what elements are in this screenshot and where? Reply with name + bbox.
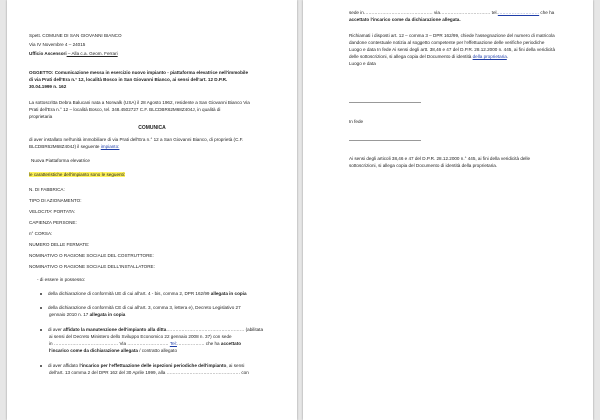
richiamati-text: delle sottoscrizioni, si allega copia del Documento di identità xyxy=(349,54,473,59)
place-date-label: Luogo e data xyxy=(349,61,376,66)
richiamati-line-4 xyxy=(349,54,508,60)
bullet-4-text: di aver affidato xyxy=(48,363,80,368)
bullet-2-bold: allegata in copia xyxy=(89,312,126,317)
bullet-2-line-1 xyxy=(49,305,241,311)
bullet-3-line-2: ai sensi del Decreto Ministero dello Sviluppo Economico 22 gennaio 2008 n. 37) con sede xyxy=(49,334,232,339)
bullet-dot xyxy=(40,307,42,309)
bullet-dot xyxy=(40,293,42,295)
tel-dots-link[interactable]: ……………………… xyxy=(497,10,540,15)
installed-text: BLCDBR62M68Z404J) il seguente xyxy=(29,144,101,149)
ai-sensi-line-2: sottoscrizioni, si allega copia del Documento di identità della proprietaria. xyxy=(349,163,498,168)
field-fabbrica: N. DI FABBRICA: xyxy=(29,187,65,192)
bullet-1 xyxy=(49,291,247,297)
bullet-3-line-4 xyxy=(49,348,177,354)
office-label: Ufficio Ascensori xyxy=(29,51,67,56)
bullet-3-accepted: accettato xyxy=(220,341,242,346)
field-installatore: NOMINATIVO O RAGIONE SOCIALE DELL'INSTALLATORE: xyxy=(29,264,155,269)
bullet-3-address: in …………………………………… Via ……………………… xyxy=(49,341,170,346)
field-corsa: n° CORSA: xyxy=(29,231,53,236)
in-fede-label: In fede xyxy=(349,119,364,124)
intro-line-3: proprietaria xyxy=(29,114,53,119)
bullet-3-incarico: l'incarico come da dichiarazione allegata xyxy=(49,348,138,353)
signature-line xyxy=(349,140,421,141)
bullet-3-line-1 xyxy=(49,327,263,333)
bullet-1-bold: allegata in copia xyxy=(210,291,247,296)
highlighted-characteristics: le caratteristiche dell'impianto sono le seguenti: xyxy=(29,172,126,177)
bullet-2-text: della dichiarazione di conformità CE di cui all'art. 3, comma 3, lettera e), Decreto Legislativo 27 xyxy=(48,305,241,310)
richiamati-end: . xyxy=(506,54,509,59)
possession-line: - di essere in possesso: xyxy=(37,277,86,282)
richiamati-line-1: Richiamati i disposti art. 12 – comma 3 – DPR 162/99, chiede l'assegnazione del numero di matricola xyxy=(349,33,555,38)
bullet-1-text: della dichiarazione di conformità UE di cui all'art. 4 - bis, comma 2, DPR 162/99 xyxy=(48,291,211,296)
ai-sensi-line-1: Ai sensi degli articoli 38,46 e 47 del D.P.R. 28.12.2000 n.° 445, ai fini della veridicità delle xyxy=(349,156,531,161)
bullet-4-post: , ai sensi xyxy=(226,363,245,368)
field-costruttore: NOMINATIVO O RAGIONE SOCIALE DEL COSTRUTTORE: xyxy=(29,253,154,258)
place-date-line xyxy=(349,102,421,103)
platform-line: Nuova Piattaforma elevatrice xyxy=(31,158,90,163)
bullet-3-dots: …………………………………………… (abilitata xyxy=(166,327,263,332)
intro-line-1: La sottoscritta Debra Balucani nata a Norwalk (USA) il 28 Agosto 1962, residente a San Giovanni Bianco Via xyxy=(29,100,250,105)
field-velocita: VELOCITA' PORTATA: xyxy=(29,209,76,214)
bullet-2-text-2: gennaio 2010 n. 17 xyxy=(49,312,90,317)
installed-line-1: di aver installato nell'unità immobiliare di via Prati dell'Era n.° 12 a San Giovanni Bianco, di proprietà (C.F. xyxy=(29,137,244,142)
recipient-line: Spett. COMUNE DI SAN GIOVANNI BIANCO xyxy=(29,33,122,38)
recipient-office xyxy=(29,51,118,57)
characteristics-line xyxy=(29,172,125,178)
document-page-2 xyxy=(303,0,593,420)
bullet-dot xyxy=(40,329,42,331)
bullet-3-tel-dots: ……………… che ha xyxy=(176,341,221,346)
office-attention: – Alla c.a. Geom. Ferrari xyxy=(66,51,118,56)
tel-link[interactable]: Tel: xyxy=(169,341,177,346)
bullet-4-line-1 xyxy=(49,363,244,369)
bullet-3-line-3 xyxy=(49,341,241,347)
field-capienza: CAPIENZA PERSONE: xyxy=(29,220,77,225)
bullet-dot xyxy=(40,365,42,367)
document-page-1 xyxy=(7,0,297,420)
recipient-address: Via IV Novembre 4 – 24015 xyxy=(29,42,86,47)
impianto-link[interactable]: impianto: xyxy=(100,144,120,149)
bullet-3-text: di aver xyxy=(48,327,64,332)
richiamati-line-3: Luogo e data In fede Ai sensi degli artt. 38,46 e 47 del D.P.R. 28.12.2000 n. 445, ai fini della veridicità xyxy=(349,47,556,52)
field-fermate: NUMERO DELLE FERMATE: xyxy=(29,242,90,247)
bullet-3-bold: affidato la manutenzione dell'impianto alla ditta xyxy=(63,327,167,332)
subject-line-2: di via Prati dell'Era n.° 12, località Bosco in San Giovanni Bianco, ai sensi dell'art. 12 D.P.R. xyxy=(29,77,228,82)
proprietaria-link[interactable]: della proprietaria xyxy=(472,54,507,59)
richiamati-line-2: dandone contestuale notizia al soggetto competente per l'effettuazione delle verifiche periodiche xyxy=(349,40,545,45)
bullet-4-line-2: dell'art. 13 comma 2 del DPR 162 del 30 Aprile 1999, alla ………………………………………… con xyxy=(49,370,249,375)
bullet-2-line-2 xyxy=(49,312,125,318)
sede-post: che ha xyxy=(539,10,555,15)
sede-line xyxy=(349,10,554,16)
field-azionamento: TIPO DI AZIONAMENTO: xyxy=(29,198,82,203)
bullet-4-bold: l'incarico per l'effettuazione delle ispezioni periodiche dell'impianto xyxy=(79,363,227,368)
accepted-line: accettato l'incarico come da dichiarazione allegata. xyxy=(349,17,461,22)
bullet-3-contract: / contratto allegato xyxy=(137,348,177,353)
subject-line-3: 30.04.1999 n. 162 xyxy=(29,84,67,89)
comunica-heading: COMUNICA xyxy=(138,125,166,131)
installed-line-2 xyxy=(29,144,119,150)
subject-line-1: OGGETTO: Comunicazione messa in esercizio nuovo impianto - piattaforma elevatrice nell'immobile xyxy=(29,70,249,75)
sede-text: sede in……………………………………… via…………………………… tel. xyxy=(349,10,498,15)
intro-line-2: Prati dell'Era n.° 12 – località Bosco, tel. 348.4502727 C.F. BLCDBR62M68Z404J, in qualità di xyxy=(29,107,221,112)
